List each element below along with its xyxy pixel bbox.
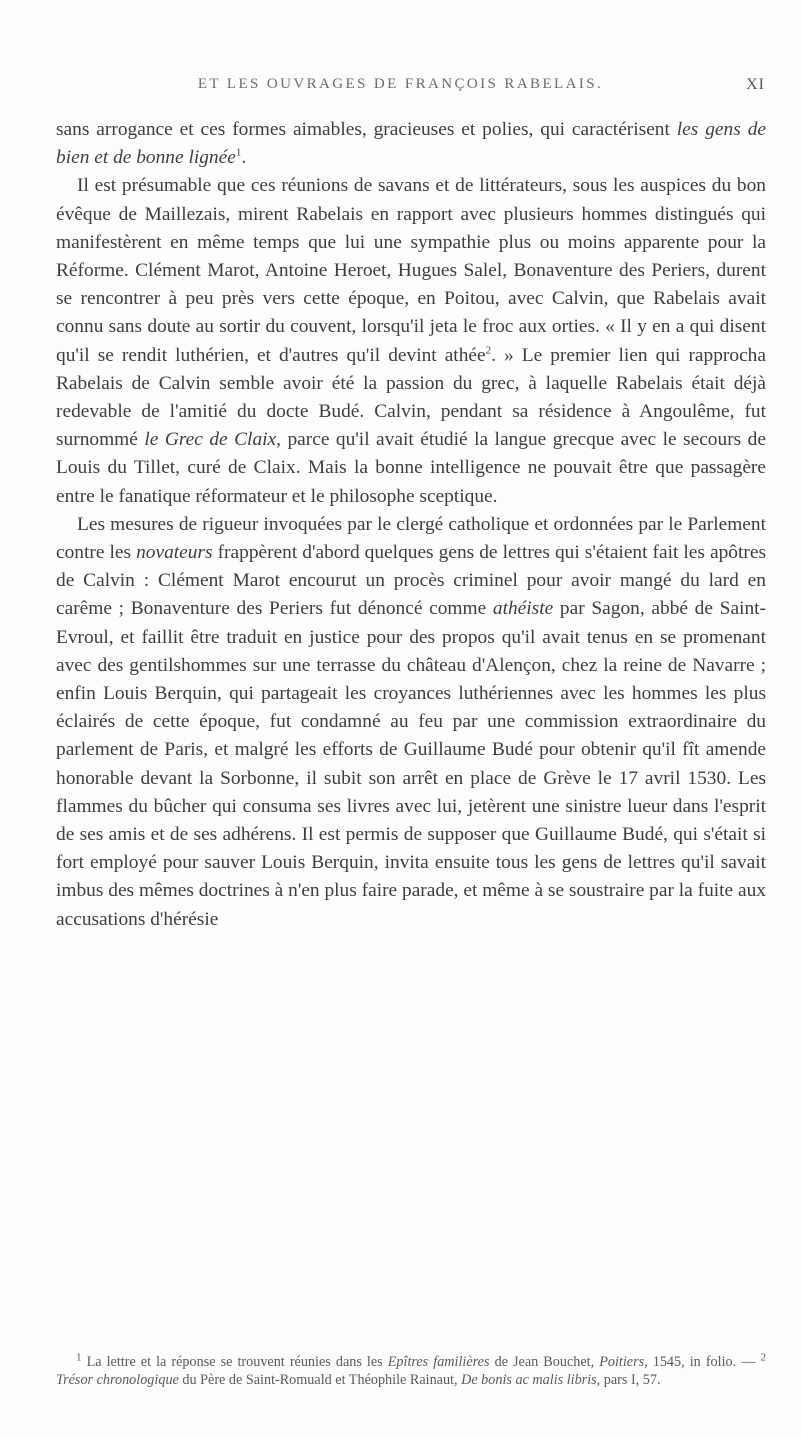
text-run: , parce qu'il avait étudié la langue grecque avec le secours de Louis du Tillet, curé de Claix. Mais la bonne intelligence ne pouvait être que passagère entre le fanatique réformateur et le philosophe sceptique. — [56, 429, 766, 507]
running-head: ET LES OUVRAGES DE FRANÇOIS RABELAIS. — [197, 76, 604, 92]
paragraph — [56, 511, 766, 934]
italic-text: Epîtres familières — [387, 1354, 490, 1370]
italic-text: Poitiers — [599, 1354, 645, 1370]
text-run: , pars I, 57. — [596, 1372, 661, 1388]
italic-text: le Grec de Claix — [144, 429, 277, 451]
text-run: du Père de Saint-Romuald et Théophile Rainaut, — [178, 1372, 462, 1388]
paragraph — [56, 116, 766, 172]
italic-text: De bonis ac malis libris — [461, 1372, 597, 1388]
italic-text: Trésor chronologique — [56, 1372, 179, 1388]
page-number: XI — [746, 76, 765, 93]
text-run: La lettre et la réponse se trouvent réunies dans les — [81, 1354, 388, 1370]
note-reference: 2 — [485, 344, 492, 357]
footnote — [56, 1353, 766, 1389]
text-run: par Sagon, abbé de Saint-Evroul, et faillit être traduit en justice pour des propos qu'il avait tenus en se promenant avec des gentilshommes sur une terrasse du château d'Alençon, chez la reine de Navarre ; enfin Louis Berquin, qui partageait les croyances luthériennes avec les hommes les plus éclairés de cette époque, fut condamné au feu par une commission extraordinaire du parlement de Paris, et malgré les efforts de Guillaume Budé pour obtenir qu'il fît amende honorable devant la Sorbonne, il subit son arrêt en place de Grève le 17 avril 1530. Les flammes du bûcher qui consuma ses livres avec lui, jetèrent une sinistre lueur dans l'esprit de ses amis et de ses adhérens. Il est permis de supposer que Guillaume Budé, qui s'était si fort employé pour sauver Louis Berquin, invita ensuite tous les gens de lettres qu'il savait imbus des mêmes doctrines à n'en plus faire parade, et même à se soustraire par la fuite aux accusations d'hérésie — [56, 598, 767, 930]
text-run: sans arrogance et ces formes aimables, gracieuses et polies, qui caractérisent — [56, 119, 677, 140]
text-run: , 1545, in folio. — — [644, 1354, 761, 1370]
text-run: . — [241, 147, 247, 169]
body-text — [56, 116, 766, 934]
note-reference: 1 — [76, 1351, 82, 1364]
page-header — [0, 76, 801, 102]
note-reference: 1 — [235, 146, 242, 159]
paragraph — [56, 172, 766, 510]
italic-text: athéiste — [492, 598, 554, 620]
text-run: . » Le premier lien qui rapprocha Rabelais de Calvin semble avoir été la passion du grec, à laquelle Rabelais était déjà redevable de l'amitié du docte Budé. Calvin, pendant sa résidence à Angoulême, fut surnommé — [56, 344, 766, 451]
note-reference: 2 — [760, 1351, 766, 1364]
text-run: de Jean Bouchet, — [489, 1354, 600, 1370]
italic-text: novateurs — [136, 542, 213, 564]
italic-text: les gens de bien et de bonne lignée — [56, 119, 766, 169]
footnotes — [56, 1353, 766, 1389]
text-run: frappèrent d'abord quelques gens de lettres qui s'étaient fait les apôtres de Calvin : Clément Marot encourut un procès criminel pour avoir mangé du lard en carême ; Bonaventure des Periers fut dénoncé comme — [56, 542, 766, 620]
text-run: Il est présumable que ces réunions de savans et de littérateurs, sous les auspices du bon évêque de Maillezais, mirent Rabelais en rapport avec plusieurs hommes distingués qui manifestèrent en même temps que lui une sympathie plus ou moins apparente pour la Réforme. Clément Marot, Antoine Heroet, Hugues Salel, Bonaventure des Periers, durent se rencontrer à peu près vers cette époque, en Poitou, avec Calvin, que Rabelais avait connu sans doute au sortir du couvent, lorsqu'il jeta le froc aux orties. « Il y en a qui disent qu'il se rendit luthérien, et d'autres qu'il devint athée — [56, 175, 766, 366]
text-run: Les mesures de rigueur invoquées par le clergé catholique et ordonnées par le Parlement contre les — [56, 513, 766, 564]
